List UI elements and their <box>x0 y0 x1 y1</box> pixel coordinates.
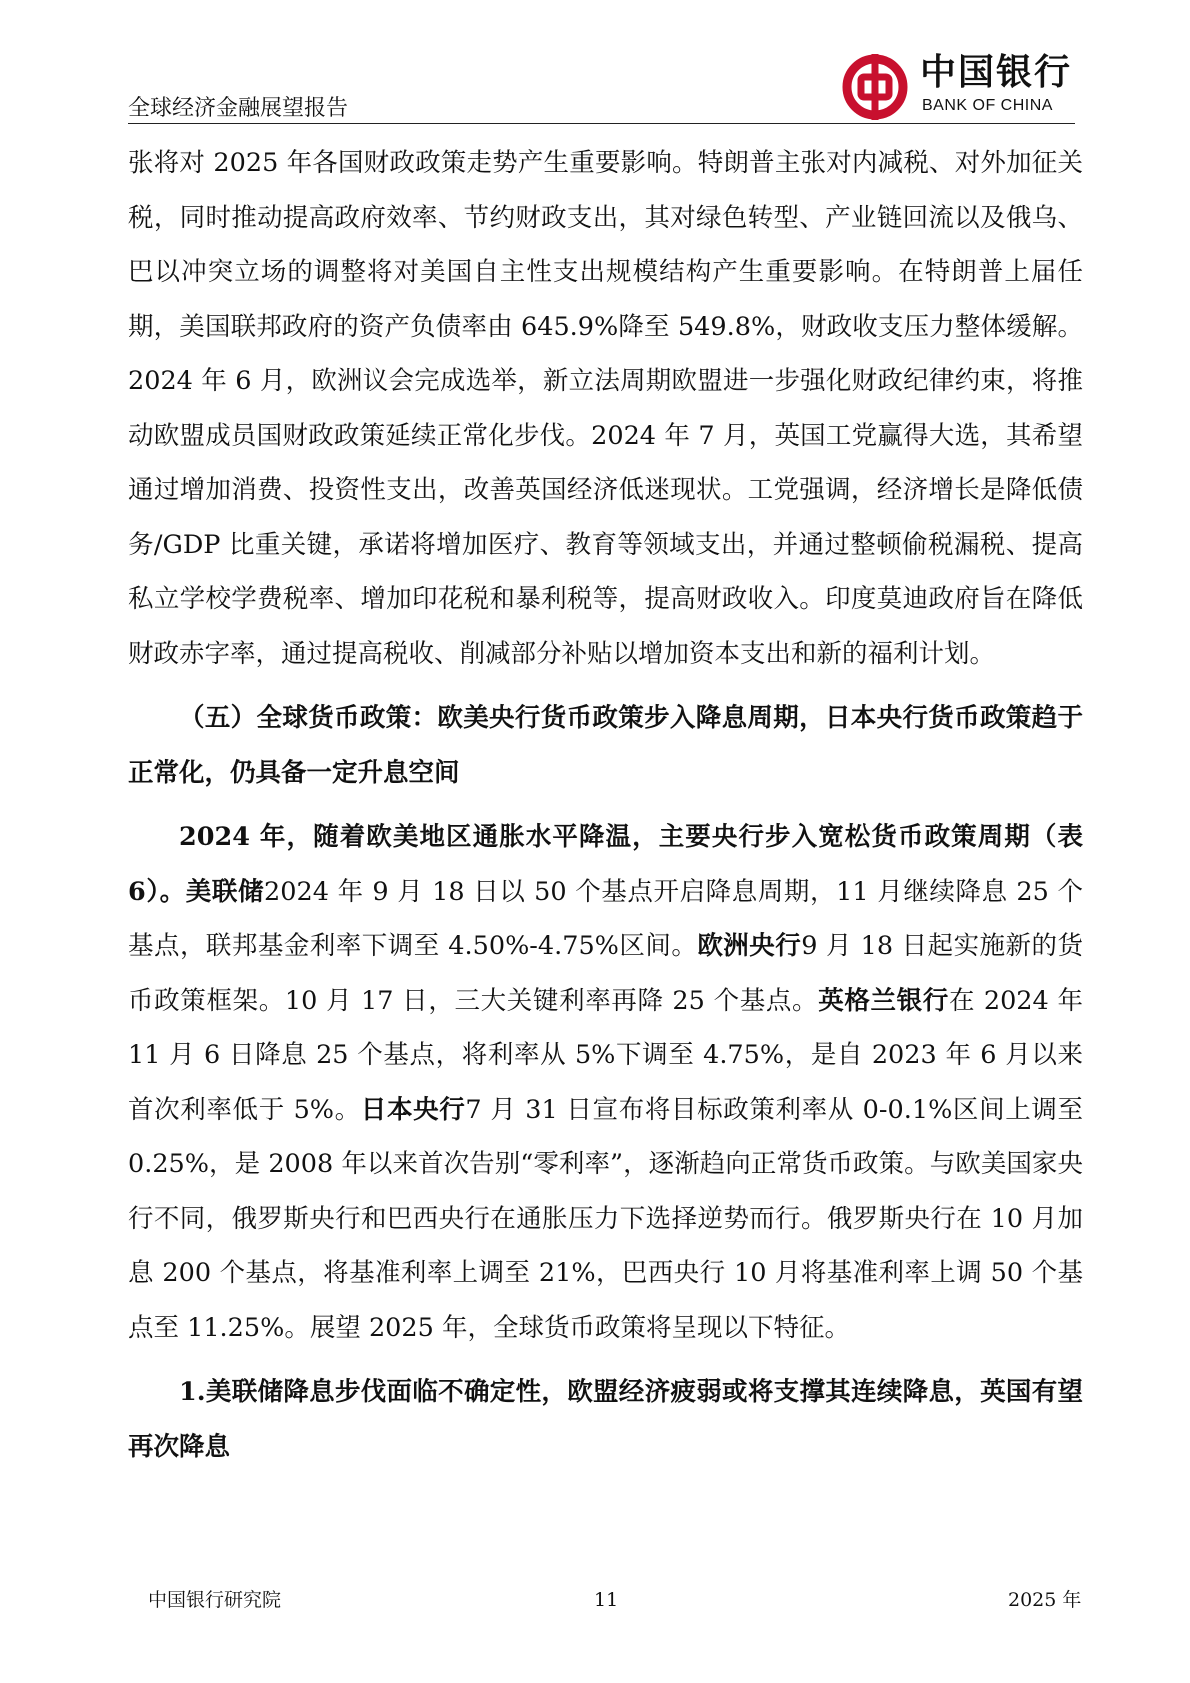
subsection-heading-fed: 1.美联储降息步伐面临不确定性，欧盟经济疲弱或将支撑其连续降息，英国有望再次降息 <box>128 1377 1083 1462</box>
fed-text: 2024 年 9 月 18 日以 50 个基点开启降息周期，11 月继续降息 25 个基点，联邦基金利率下调至 4.50%-4.75%区间。 <box>128 876 1083 961</box>
boj-label: 日本央行 <box>360 1094 466 1125</box>
ecb-text: 9 月 18 日起实施新的货币政策框架。10 月 17 日，三大关键利率再降 25 个基点。 <box>128 931 1083 1016</box>
paragraph-monetary-policy <box>128 810 1083 1355</box>
boe-label: 英格兰银行 <box>818 985 949 1016</box>
page-body <box>128 136 1083 1474</box>
footer-year: 2025 年 <box>1008 1589 1082 1611</box>
footer-institution: 中国银行研究院 <box>148 1589 282 1611</box>
section-heading-monetary-policy: （五）全球货币政策：欧美央行货币政策步入降息周期，日本央行货币政策趋于正常化，仍具备一定升息空间 <box>128 703 1083 788</box>
boj-text: 7 月 31 日宣布将目标政策利率从 0-0.1%区间上调至 0.25%，是 2008 年以来首次告别“零利率”，逐渐趋向正常货币政策。与欧美国家央行不同，俄罗斯央行和巴西央行在通胀压力下选择逆势而行。俄罗斯央行在 10 月加息 200 个基点，将基准利率上调至 21%，巴西央行 10 月将基准利率上调 50 个基点至 11.25%。展望 2025 年，全球货币政策将呈现以下特征。 <box>128 1094 1083 1343</box>
report-title: 全球经济金融展望报告 <box>128 96 349 121</box>
bank-logo <box>840 50 1080 122</box>
logo-english-name: BANK OF CHINA <box>922 97 1053 114</box>
page-number: 11 <box>594 1589 619 1611</box>
boe-text: 在 2024 年 11 月 6 日降息 25 个基点，将利率从 5%下调至 4.75%，是自 2023 年 6 月以来首次利率低于 5%。 <box>128 985 1084 1125</box>
bank-of-china-emblem-icon <box>840 52 910 122</box>
ecb-label: 欧洲央行 <box>697 931 802 961</box>
paragraph-lead: 2024 年，随着欧美地区通胀水平降温，主要央行步入宽松货币政策周期（表 6）。 <box>128 822 1083 907</box>
logo-chinese-name: 中国银行 <box>920 51 1073 93</box>
header-divider <box>128 123 1075 124</box>
fed-label: 美联储 <box>185 876 265 907</box>
paragraph-fiscal-policy: 张将对 2025 年各国财政政策走势产生重要影响。特朗普主张对内减税、对外加征关税，同时推动提高政府效率、节约财政支出，其对绿色转型、产业链回流以及俄乌、巴以冲突立场的调整将对美国自主性支出规模结构产生重要影响。在特朗普上届任期，美国联邦政府的资产负债率由 645.9%降至 549.8%，财政收支压力整体缓解。2024 年 6 月，欧洲议会完成选举，新立法周期欧盟进一步强化财政纪律约束，将推动欧盟成员国财政政策延续正常化步伐。2024 年 7 月，英国工党赢得大选，其希望通过增加消费、投资性支出，改善英国经济低迷现状。工党强调，经济增长是降低债务/GDP 比重关键，承诺将增加医疗、教育等领域支出，并通过整顿偷税漏税、提高私立学校学费税率、增加印花税和暴利税等，提高财政收入。印度莫迪政府旨在降低财政赤字率，通过提高税收、削减部分补贴以增加资本支出和新的福利计划。 <box>128 148 1083 669</box>
